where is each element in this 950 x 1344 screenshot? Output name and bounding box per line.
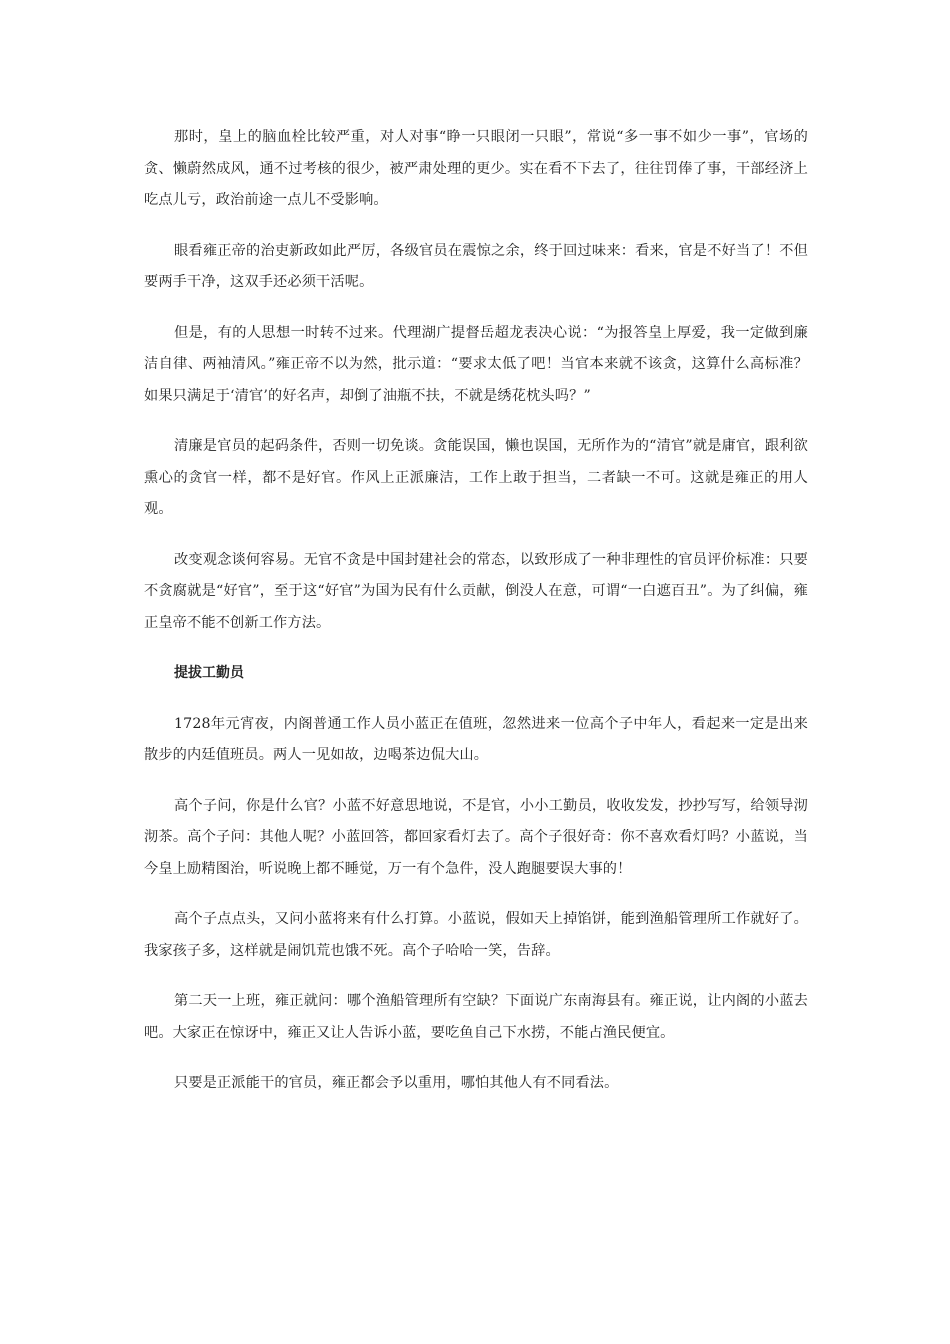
paragraph: 1728年元宵夜，内阁普通工作人员小蓝正在值班，忽然进来一位高个子中年人，看起来一定是出来散步的内廷值班员。两人一见如故，边喝茶边侃大山。 bbox=[144, 715, 808, 763]
paragraph: 高个子点点头，又问小蓝将来有什么打算。小蓝说，假如天上掉馅饼，能到渔船管理所工作就好了。我家孩子多，这样就是闹饥荒也饿不死。高个子哈哈一笑，告辞。 bbox=[144, 911, 808, 959]
paragraph: 但是，有的人思想一时转不过来。代理湖广提督岳超龙表决心说：“为报答皇上厚爱，我一定做到廉洁自律、两袖清风。”雍正帝不以为然，批示道：“要求太低了吧！当官本来就不该贪，这算什么高标准？如果只满足于‘清官’的好名声，却倒了油瓶不扶，不就是绣花枕头吗？” bbox=[144, 324, 808, 404]
paragraph: 眼看雍正帝的治吏新政如此严厉，各级官员在震惊之余，终于回过味来：看来，官是不好当了！不但要两手干净，这双手还必须干活呢。 bbox=[144, 242, 808, 290]
paragraph: 只要是正派能干的官员，雍正都会予以重用，哪怕其他人有不同看法。 bbox=[174, 1075, 619, 1091]
paragraph: 高个子问，你是什么官？小蓝不好意思地说，不是官，小小工勤员，收收发发，抄抄写写，给领导沏沏茶。高个子问：其他人呢？小蓝回答，都回家看灯去了。高个子很好奇：你不喜欢看灯吗？小蓝说，当今皇上励精图治，听说晚上都不睡觉，万一有个急件，没人跑腿要误大事的！ bbox=[144, 797, 808, 877]
section-heading: 提拔工勤员 bbox=[174, 665, 244, 681]
paragraph: 清廉是官员的起码条件，否则一切免谈。贪能误国，懒也误国，无所作为的“清官”就是庸官，跟利欲熏心的贪官一样，都不是好官。作风上正派廉洁，工作上敢于担当，二者缺一不可。这就是雍正的用人观。 bbox=[144, 438, 808, 517]
paragraph: 改变观念谈何容易。无官不贪是中国封建社会的常态，以致形成了一种非理性的官员评价标准：只要不贪腐就是“好官”，至于这“好官”为国为民有什么贡献，倒没人在意，可谓“一白遮百丑”。为了纠偏，雍正皇帝不能不创新工作方法。 bbox=[144, 551, 808, 631]
paragraph: 那时，皇上的脑血栓比较严重，对人对事“睁一只眼闭一只眼”，常说“多一事不如少一事”，官场的贪、懒蔚然成风，通不过考核的很少，被严肃处理的更少。实在看不下去了，往往罚俸了事，干部经济上吃点儿亏，政治前途一点儿不受影响。 bbox=[144, 129, 808, 208]
paragraph: 第二天一上班，雍正就问：哪个渔船管理所有空缺？下面说广东南海县有。雍正说，让内阁的小蓝去吧。大家正在惊讶中，雍正又让人告诉小蓝，要吃鱼自己下水捞，不能占渔民便宜。 bbox=[144, 993, 808, 1041]
document-page bbox=[144, 122, 808, 1119]
